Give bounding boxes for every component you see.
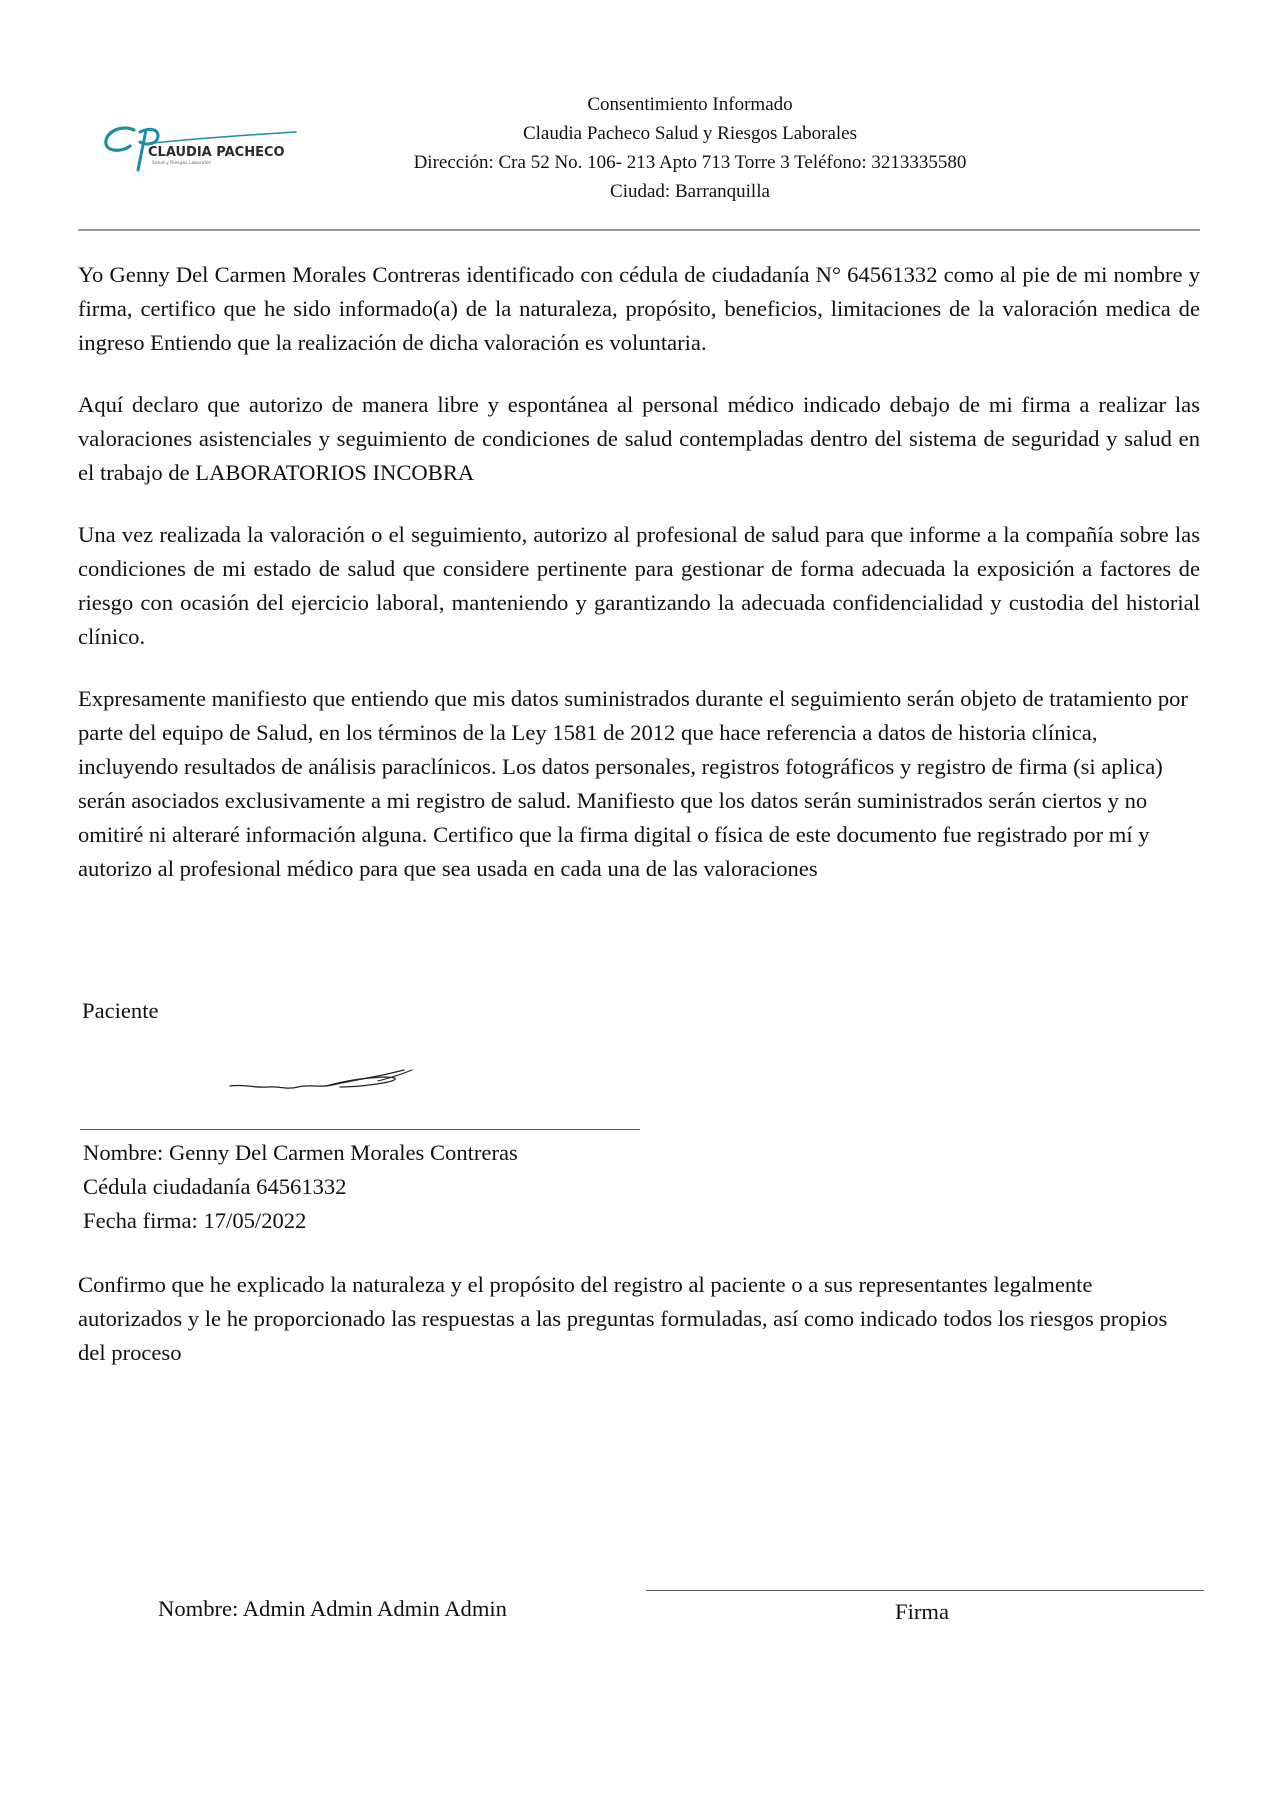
header-divider <box>78 229 1200 231</box>
patient-signature-line <box>80 1129 640 1130</box>
consent-paragraph: Una vez realizada la valoración o el seguimiento, autorizo al profesional de salud para que informe a la compañía sobre las condiciones de mi estado de salud que considere pertinente para gestionar de forma adecuada la exposición a factores de riesgo con ocasión del ejercicio laboral, manteniendo y garantizando la adecuada confidencialidad y custodia del historial clínico. <box>78 522 1200 649</box>
document-header <box>330 90 1050 206</box>
patient-name: Nombre: Genny Del Carmen Morales Contreras <box>83 1140 518 1165</box>
company-name: Claudia Pacheco Salud y Riesgos Laborales <box>522 123 857 144</box>
professional-signature-label: Firma <box>895 1599 949 1624</box>
consent-body <box>78 258 1200 914</box>
consent-paragraph: Yo Genny Del Carmen Morales Contreras identificado con cédula de ciudadanía N° 64561332 como al pie de mi nombre y firma, certifico que he sido informado(a) de la naturaleza, propósito, beneficios, limitaciones de la valoración medica de ingreso Entiendo que la realización de dicha valoración es voluntaria. <box>78 262 1200 355</box>
claudia-pacheco-logo <box>100 118 310 178</box>
logo-subtext: Salud y Riesgos Laborales <box>152 161 211 166</box>
consent-paragraph: Expresamente manifiesto que entiendo que mis datos suministrados durante el seguimiento serán objeto de tratamiento por parte del equipo de Salud, en los términos de la Ley 1581 de 2012 que hace referencia a datos de historia clínica, incluyendo resultados de análisis paraclínicos. Los datos personales, registros fotográficos y registro de firma (si aplica) serán asociados exclusivamente a mi registro de salud. Manifiesto que los datos serán suministrados serán ciertos y no omitiré ni alteraré información alguna. Certifico que la firma digital o física de este documento fue registrado por mí y autorizo al profesional médico para que sea usada en cada una de las valoraciones <box>78 686 1188 881</box>
professional-confirmation: Confirmo que he explicado la naturaleza y el propósito del registro al paciente o a sus representantes legalmente autorizados y le he proporcionado las respuestas a las preguntas formuladas, así como indicado todos los riesgos propios del proceso <box>78 1272 1168 1365</box>
professional-name: Nombre: Admin Admin Admin Admin <box>158 1596 507 1621</box>
signature-date: Fecha firma: 17/05/2022 <box>83 1208 307 1233</box>
company-address: Dirección: Cra 52 No. 106- 213 Apto 713 Torre 3 Teléfono: 3213335580 <box>413 152 967 173</box>
document-title: Consentimiento Informado <box>587 94 793 115</box>
consent-paragraph: Aquí declaro que autorizo de manera libre y espontánea al personal médico indicado debajo de mi firma a realizar las valoraciones asistenciales y seguimiento de condiciones de salud contempladas dentro del sistema de seguridad y salud en el trabajo de LABORATORIOS INCOBRA <box>78 392 1200 485</box>
patient-id: Cédula ciudadanía 64561332 <box>83 1174 347 1199</box>
professional-signature-line <box>646 1590 1204 1591</box>
patient-signature <box>228 1060 428 1100</box>
company-city: Ciudad: Barranquilla <box>610 181 770 202</box>
patient-info <box>83 1136 518 1238</box>
logo-text: CLAUDIA PACHECO <box>148 145 285 160</box>
patient-label: Paciente <box>82 998 159 1023</box>
